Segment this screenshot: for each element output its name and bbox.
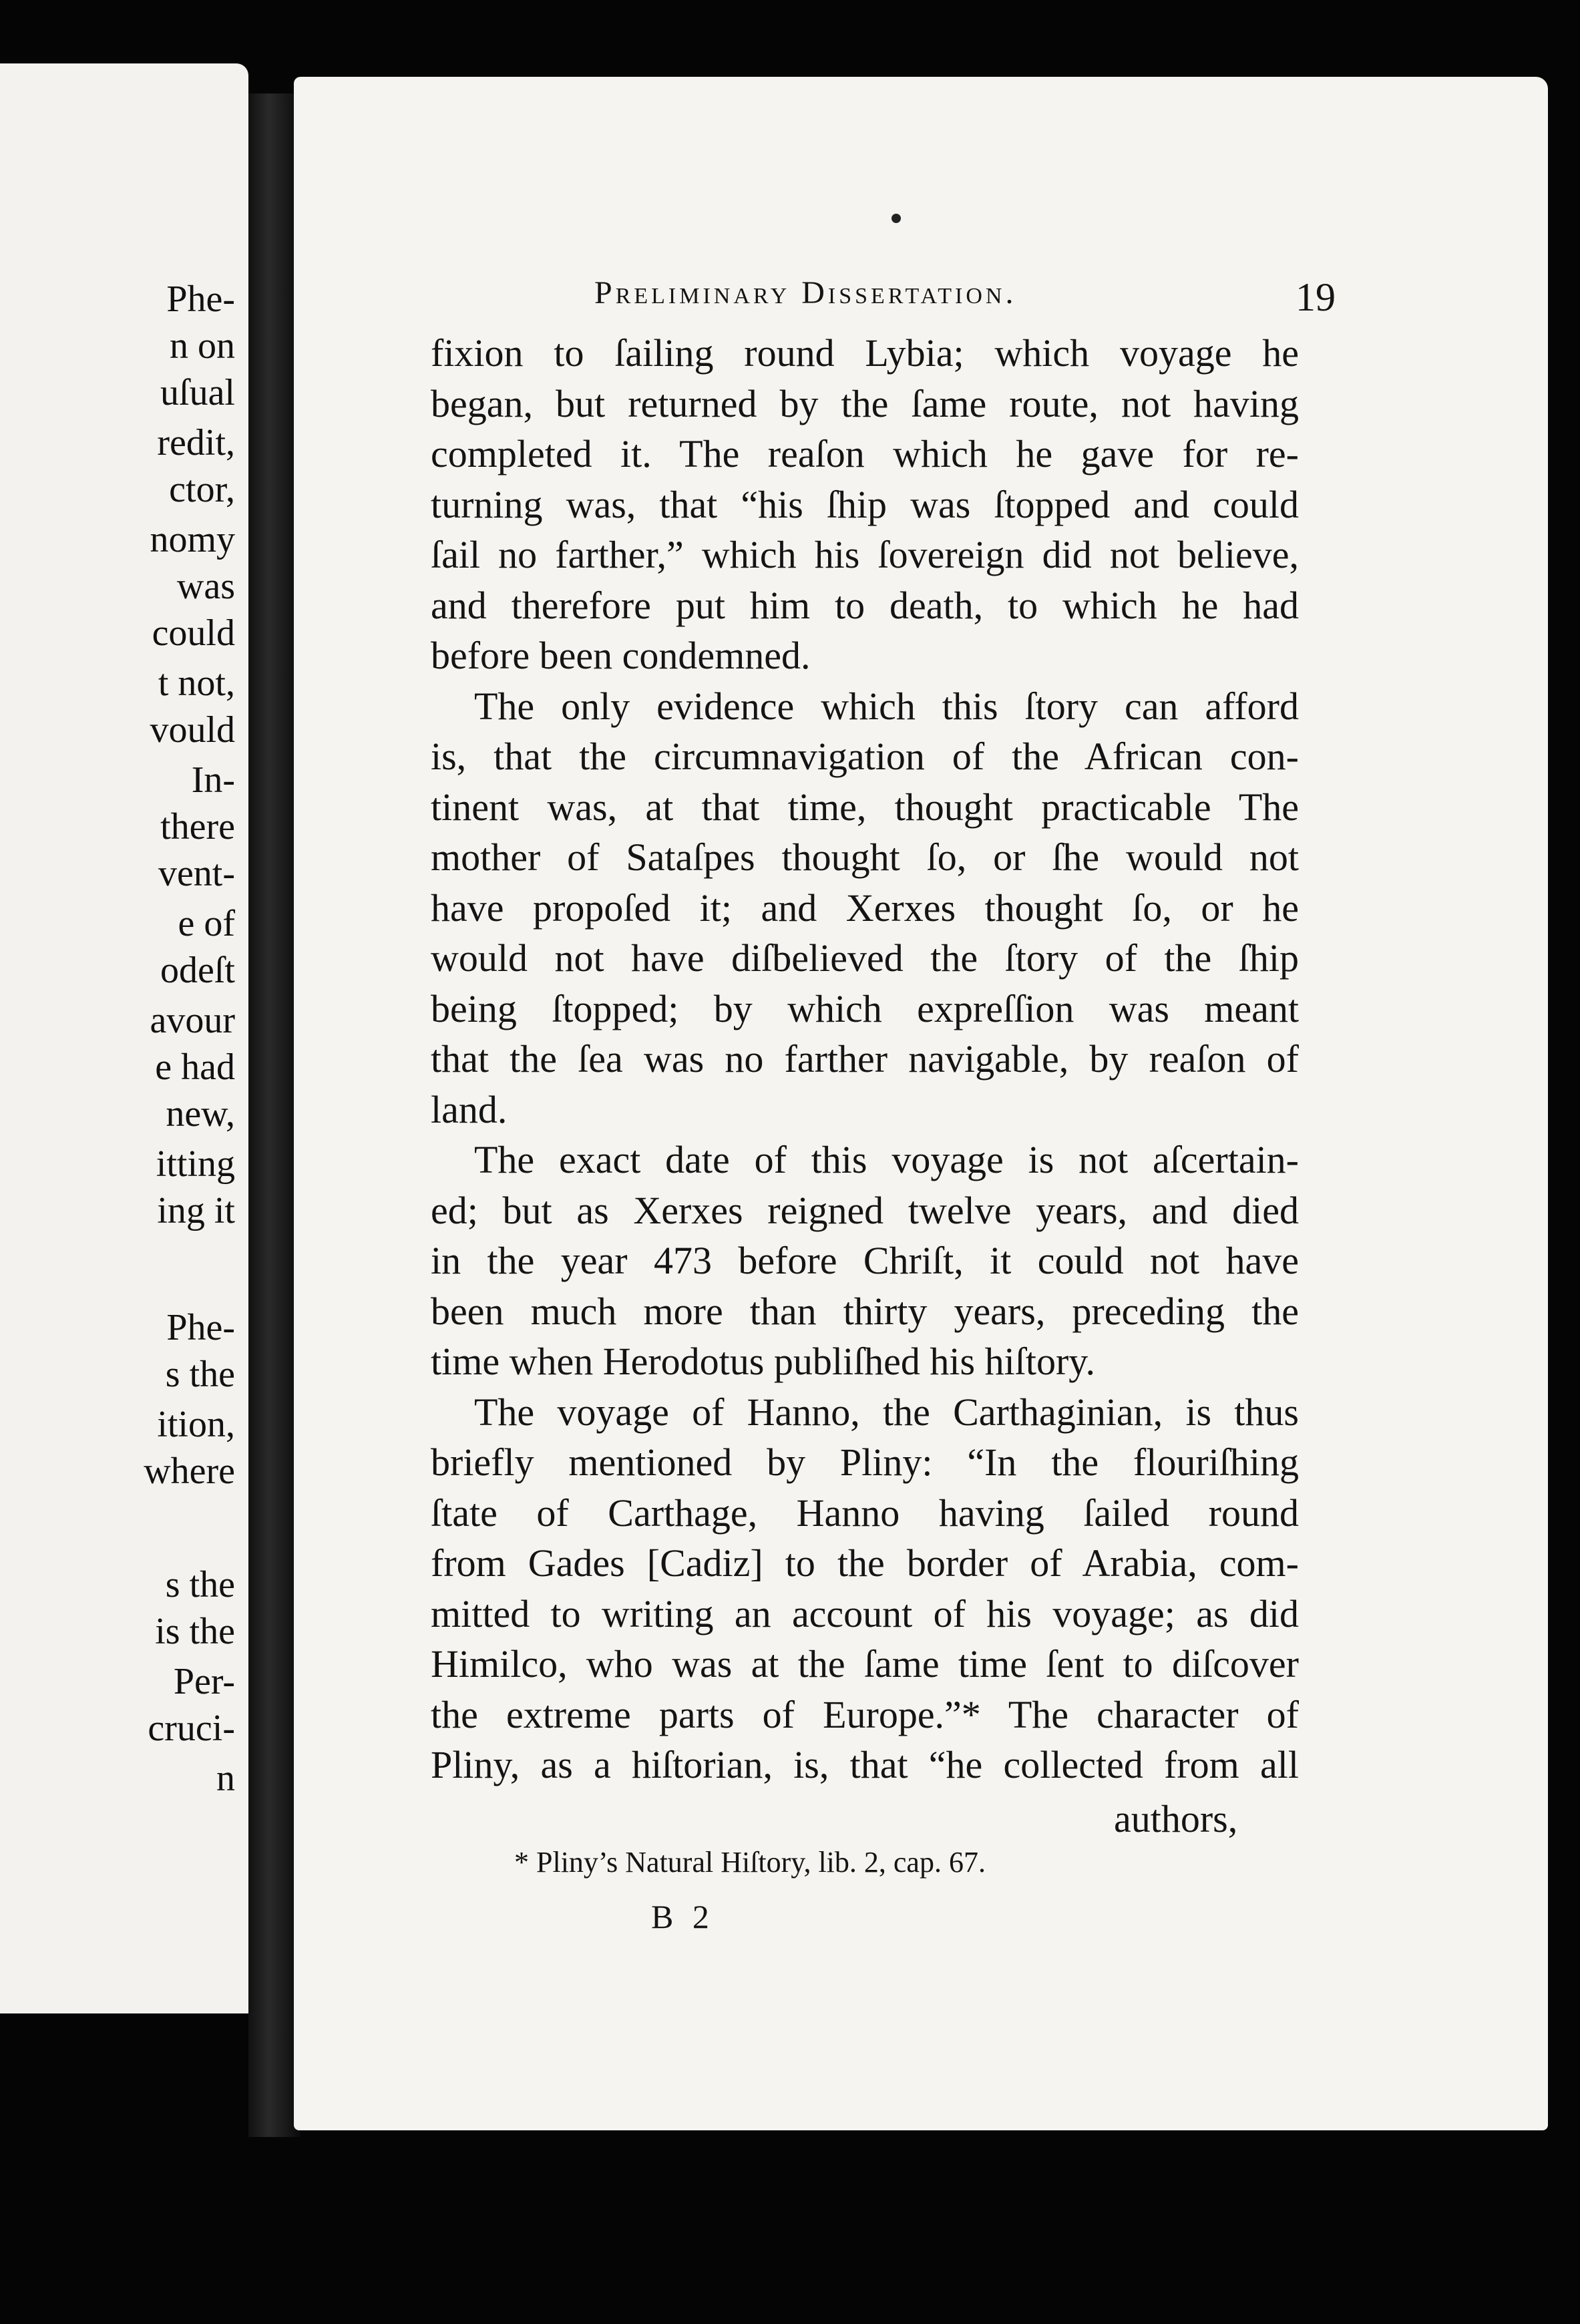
- fragment-line: e had: [155, 1046, 235, 1088]
- fragment-line: s the: [165, 1564, 235, 1605]
- text-line: began, but returned by the ſame route, not having: [431, 382, 1299, 425]
- text-line: that the ſea was no farther navigable, by reaſon of: [431, 1037, 1299, 1081]
- text-line: and therefore put him to death, to which he had: [431, 584, 1299, 627]
- fragment-line: was: [176, 566, 235, 607]
- ink-speck: [892, 214, 901, 223]
- text-line: The voyage of Hanno, the Carthaginian, is thus: [474, 1390, 1299, 1434]
- running-head: Preliminary Dissertation.: [594, 275, 1017, 311]
- fragment-line: ing it: [157, 1190, 235, 1231]
- book-spine-shadow: [248, 93, 301, 2137]
- text-line: The exact date of this voyage is not aſcertain-: [474, 1138, 1299, 1181]
- fragment-line: Per-: [173, 1661, 235, 1702]
- fragment-line: ctor,: [169, 469, 235, 510]
- fragment-line: cruci-: [148, 1708, 235, 1749]
- fragment-line: In-: [191, 759, 235, 801]
- text-line: The only evidence which this ſtory can afford: [474, 685, 1299, 728]
- fragment-line: ition,: [157, 1404, 235, 1445]
- text-line: ed; but as Xerxes reigned twelve years, and died: [431, 1189, 1299, 1232]
- fragment-line: is the: [155, 1611, 235, 1652]
- text-line: mother of Sataſpes thought ſo, or ſhe would not: [431, 835, 1299, 879]
- previous-page-fragment: [0, 63, 248, 2013]
- text-line: Pliny, as a hiſtorian, is, that “he collected from all: [431, 1743, 1299, 1786]
- fragment-line: s the: [165, 1354, 235, 1395]
- fragment-line: Phe-: [166, 1307, 235, 1348]
- text-line: tinent was, at that time, thought practicable The: [431, 785, 1299, 829]
- fragment-line: vould: [150, 709, 235, 751]
- text-line: ſail no farther,” which his ſovereign did not believe,: [431, 533, 1299, 576]
- text-line: ſtate of Carthage, Hanno having ſailed round: [431, 1491, 1299, 1535]
- page-number: 19: [1296, 275, 1336, 319]
- text-line: turning was, that “his ſhip was ſtopped and could: [431, 483, 1299, 526]
- fragment-line: there: [160, 806, 235, 847]
- catchword: authors,: [1114, 1797, 1238, 1841]
- fragment-line: n on: [170, 325, 235, 367]
- fragment-line: nomy: [150, 519, 235, 560]
- fragment-line: could: [152, 612, 235, 654]
- book-page: [294, 77, 1548, 2130]
- fragment-line: vent-: [158, 853, 235, 894]
- fragment-line: Phe-: [166, 278, 235, 320]
- text-line: have propoſed it; and Xerxes thought ſo, or he: [431, 886, 1299, 930]
- text-line: Himilco, who was at the ſame time ſent to diſcover: [431, 1642, 1299, 1686]
- text-line: mitted to writing an account of his voyage; as did: [431, 1592, 1299, 1635]
- fragment-line: avour: [150, 1000, 235, 1041]
- fragment-line: where: [144, 1450, 235, 1492]
- text-line: briefly mentioned by Pliny: “In the flouriſhing: [431, 1440, 1299, 1484]
- text-line: time when Herodotus publiſhed his hiſtory.: [431, 1340, 1096, 1383]
- text-line: fixion to ſailing round Lybia; which voyage he: [431, 331, 1299, 375]
- text-line: been much more than thirty years, preceding the: [431, 1290, 1299, 1333]
- fragment-line: uſual: [160, 372, 235, 413]
- text-line: would not have diſbelieved the ſtory of the ſhip: [431, 936, 1299, 980]
- text-line: in the year 473 before Chriſt, it could not have: [431, 1239, 1299, 1282]
- fragment-line: n: [216, 1758, 235, 1799]
- fragment-line: t not,: [158, 662, 235, 704]
- text-line: land.: [431, 1088, 508, 1131]
- fragment-line: redit,: [157, 422, 235, 463]
- text-line: is, that the circumnavigation of the African con-: [431, 735, 1299, 778]
- text-line: from Gades [Cadiz] to the border of Arabia, com-: [431, 1541, 1299, 1585]
- fragment-line: odeſt: [160, 950, 235, 991]
- text-line: before been condemned.: [431, 634, 811, 677]
- fragment-line: itting: [156, 1143, 235, 1185]
- footnote: * Pliny’s Natural Hiſtory, lib. 2, cap. 67.: [514, 1846, 986, 1879]
- text-line: being ſtopped; by which expreſſion was meant: [431, 987, 1299, 1030]
- signature-mark: B 2: [651, 1898, 715, 1935]
- text-line: completed it. The reaſon which he gave for re-: [431, 432, 1299, 475]
- fragment-line: e of: [178, 903, 235, 944]
- fragment-line: new,: [166, 1093, 235, 1135]
- text-line: the extreme parts of Europe.”* The character of: [431, 1693, 1299, 1736]
